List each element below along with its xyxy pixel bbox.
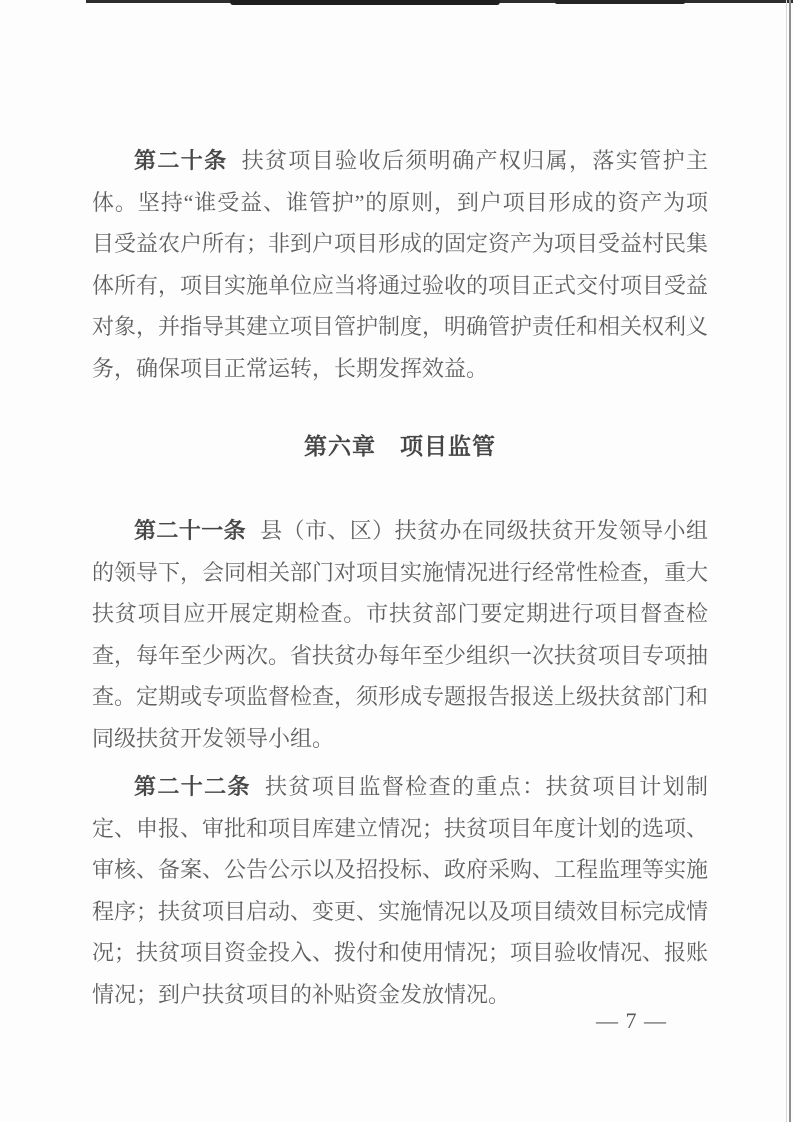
text-line: 同级扶贫开发领导小组。 [92, 725, 335, 751]
text-line: 务，确保项目正常运转，长期发挥效益。 [92, 355, 489, 381]
text-line: 体所有，项目实施单位应当将通过验收的项目正式交付项目受益 [92, 272, 709, 298]
text-line [92, 766, 708, 808]
scan-artifact-top-edge-patch [230, 0, 500, 5]
text-line-content: 扶贫项目监督检查的重点：扶贫项目计划制 [264, 774, 708, 799]
text-line-content: 扶贫项目验收后须明确产权归属，落实管护主 [241, 148, 708, 173]
text-line: 目受益农户所有；非到户项目形成的固定资产为项目受益村民集 [92, 231, 709, 257]
text-line: 定、申报、审批和项目库建立情况；扶贫项目年度计划的选项、 [92, 815, 709, 841]
text-line: 的领导下，会同相关部门对项目实施情况进行经常性检查，重大 [92, 559, 709, 585]
text-line [92, 140, 708, 182]
paragraph-article-21 [92, 510, 708, 760]
text-line: 扶贫项目应开展定期检查。市扶贫部门要定期进行项目督查检 [92, 601, 708, 627]
chapter-heading: 第六章 项目监管 [304, 433, 496, 459]
text-line: 审核、备案、公告公示以及招投标、政府采购、工程监理等实施 [92, 857, 709, 883]
scan-artifact-top-edge-patch [555, 0, 685, 4]
text-line: 程序；扶贫项目启动、变更、实施情况以及项目绩效目标完成情 [92, 898, 709, 924]
text-line: 查，每年至少两次。省扶贫办每年至少组织一次扶贫项目专项抽 [92, 642, 709, 668]
paragraph-article-22 [92, 766, 708, 1016]
paragraph-article-20 [92, 140, 708, 390]
text-line: 查。定期或专项监督检查，须形成专题报告报送上级扶贫部门和 [92, 684, 709, 710]
page-number: — 7 — [596, 1008, 667, 1033]
text-line: 情况；到户扶贫项目的补贴资金发放情况。 [92, 981, 511, 1007]
article-number-label: 第二十条 [134, 148, 228, 173]
article-number-label: 第二十二条 [134, 774, 251, 799]
text-line-content: 县（市、区）扶贫办在同级扶贫开发领导小组 [260, 518, 708, 543]
text-line: 对象，并指导其建立项目管护制度，明确管护责任和相关权利义 [92, 314, 709, 340]
text-line: 体。坚持“谁受益、谁管护”的原则，到户项目形成的资产为项 [92, 189, 708, 215]
scan-artifact-right-edge [789, 0, 791, 1122]
text-line: 况；扶贫项目资金投入、拨付和使用情况；项目验收情况、报账 [92, 940, 709, 966]
article-number-label: 第二十一条 [134, 518, 247, 543]
text-line [92, 510, 708, 552]
scan-artifact-right-edge-light [786, 0, 787, 1122]
